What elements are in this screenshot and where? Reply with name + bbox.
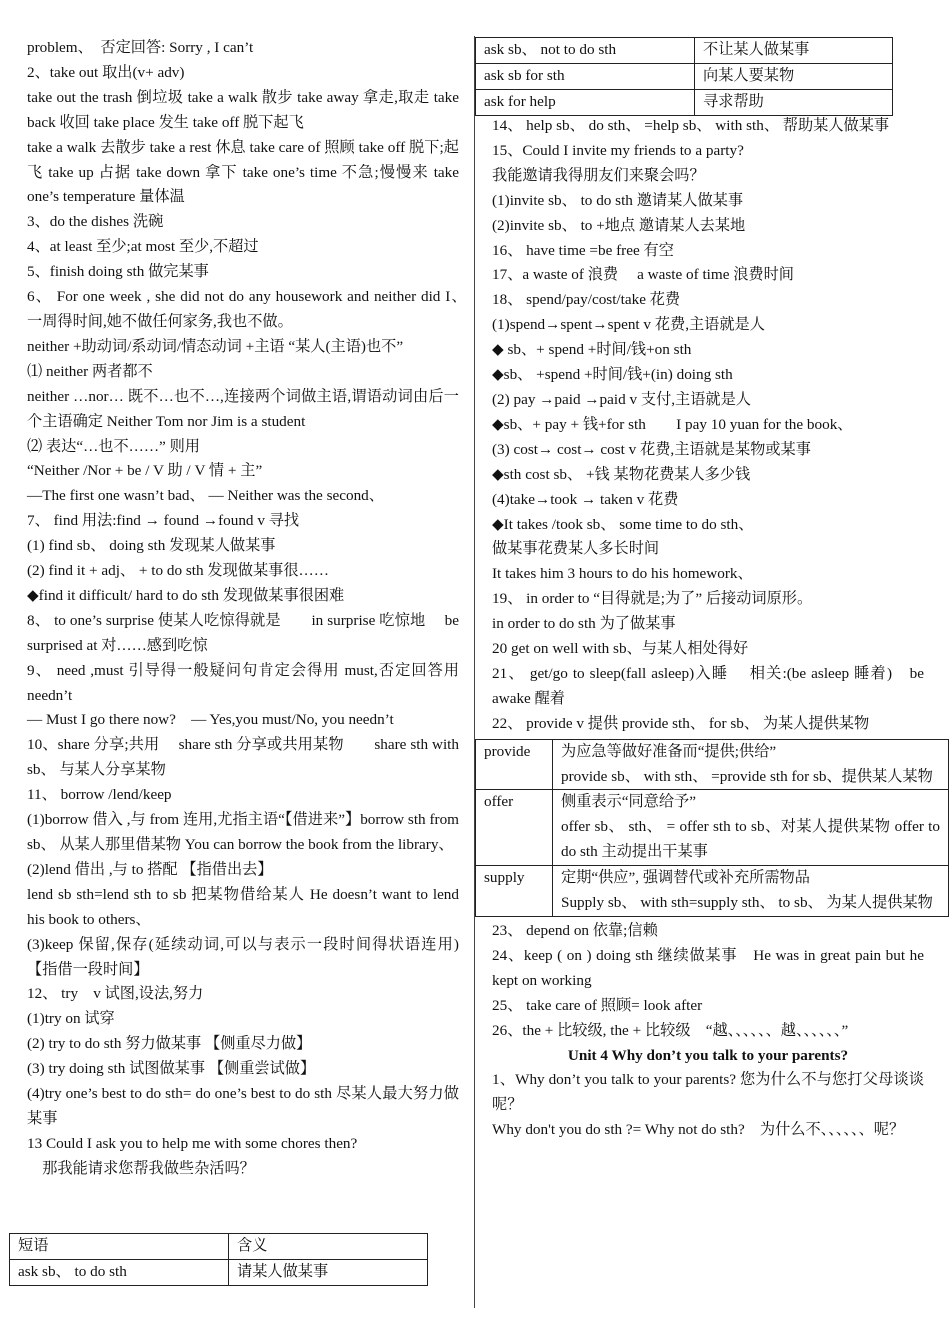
phrase-cell: 短语 [10, 1234, 229, 1260]
note-line: 23、 depend on 依靠;信赖 [492, 922, 658, 939]
synonym-description [553, 739, 949, 790]
phrase-cell: ask sb for sth [476, 63, 695, 89]
note-line: ⑵ 表达“…也不……” 则用 [27, 437, 200, 455]
note-line: 12、 try v 试图,设法,努力 [27, 985, 204, 1003]
note-line: Why don't you do sth ?= Why not do sth? 为什么不、、、、、、呢？ [492, 1121, 905, 1139]
note-line: problem、 否定回答: Sorry , I can’t [27, 39, 254, 56]
note-line: 3、do the dishes 洗碗 [27, 213, 164, 231]
description-line: offer sb、 sth、 = offer sth to sb、对某人提供某物 offer to do sth 主动提出干某事 [561, 818, 940, 861]
note-line: 2、take out 取出(v+ adv) [27, 63, 185, 81]
synonym-word: provide [476, 739, 553, 790]
note-line: 9、 need ,must 引导得一般疑问句肯定会得用 must,否定回答用 needn’t [27, 661, 459, 704]
note-line: 6、 For one week , she did not do any housework and neither did I、 一周得时间,她不做任何家务,我也不做。 [27, 288, 475, 330]
note-line: (4)try one’s best to do sth= do one’s best to do sth 尽某人最大努力做某事 [27, 1085, 459, 1127]
note-line: (1)spend→spent→spent v 花费,主语就是人 [492, 316, 765, 334]
note-line: 我能邀请我得朋友们来聚会吗？ [492, 166, 705, 184]
table-row [10, 1259, 428, 1285]
synonym-word: offer [476, 790, 553, 866]
note-line: 1、Why don’t you talk to your parents? 您为什么不与您打父母谈谈呢？ [492, 1071, 924, 1114]
note-line: ◆It takes /took sb、 some time to do sth、 [492, 515, 754, 533]
note-line: 8、 to one’s surprise 使某人吃惊得就是 in surprise 吃惊地 be surprised at 对……感到吃惊 [27, 611, 459, 654]
note-line: 14、 help sb、 do sth、 =help sb、 with sth、 帮助某人做某事 [492, 117, 890, 134]
note-line: 20 get on well with sb、与某人相处得好 [492, 640, 749, 658]
left-column [27, 36, 475, 1182]
description-line: 侧重表示“同意给予” [561, 793, 696, 811]
note-line: 26、the + 比较级, the + 比较级 “越、、、、、、越、、、、、、” [492, 1021, 849, 1039]
note-line: 4、at least 至少;at most 至少,不超过 [27, 238, 259, 256]
ask-phrase-table-header [9, 1233, 428, 1286]
right-column [484, 114, 940, 1143]
note-line: 7、 find 用法:find → found →found v 寻找 [27, 512, 300, 530]
note-line: (1)invite sb、 to do sth 邀请某人做某事 [492, 191, 744, 209]
note-line: —The first one wasn’t bad、 — Neither was the second、 [27, 487, 384, 505]
column-divider [474, 36, 475, 1308]
note-line: 17、a waste of 浪费 a waste of time 浪费时间 [492, 266, 794, 284]
synonym-description [553, 866, 949, 917]
synonym-row [476, 739, 949, 790]
note-line: 那我能请求您帮我做些杂活吗？ [27, 1159, 255, 1177]
description-line: Supply sb、 with sth=supply sth、 to sb、 为某人提供某物 [561, 894, 933, 912]
meaning-cell: 请某人做某事 [229, 1259, 428, 1285]
description-line: 定期“供应”, 强调替代或补充所需物品 [561, 869, 810, 887]
meaning-cell: 寻求帮助 [695, 89, 893, 115]
right-notes-b [492, 919, 924, 1044]
meaning-cell: 向某人要某物 [695, 63, 893, 89]
note-line: 24、keep ( on ) doing sth 继续做某事 He was in great pain but he kept on working [492, 946, 924, 989]
note-line: It takes him 3 hours to do his homework、 [492, 565, 753, 583]
note-line: — Must I go there now? — Yes,you must/No, you needn’t [27, 711, 394, 729]
ask-phrase-table-continued [475, 37, 893, 116]
note-line: 25、 take care of 照顾= look after [492, 996, 703, 1014]
synonym-row [476, 866, 949, 917]
note-line: ◆sb、+ pay + 钱+for sth I pay 10 yuan for the book、 [492, 415, 853, 433]
note-line: 5、finish doing sth 做完某事 [27, 263, 209, 281]
note-line: lend sb sth=lend sth to sb 把某物借给某人 He doesn’t want to lend his book to others、 [27, 885, 459, 928]
note-line: ◆find it difficult/ hard to do sth 发现做某事很困难 [27, 586, 345, 604]
note-line: 10、share 分享;共用 share sth 分享或共用某物 share sth with sb、 与某人分享某物 [27, 736, 459, 779]
note-line: (1) find sb、 doing sth 发现某人做某事 [27, 537, 276, 555]
note-line: 16、 have time =be free 有空 [492, 241, 674, 259]
table-row [10, 1234, 428, 1260]
note-line: (2)invite sb、 to +地点 邀请某人去某地 [492, 216, 746, 234]
table-row [476, 89, 893, 115]
note-line: “Neither /Nor + be / V 助 / V 情 + 主” [27, 462, 263, 480]
description-line: 为应急等做好准备而“提供;供给” [561, 742, 777, 760]
right-notes-c [492, 1068, 924, 1143]
synonym-row [476, 790, 949, 866]
provide-offer-supply-table [475, 739, 949, 917]
meaning-cell: 不让某人做某事 [695, 38, 893, 64]
note-line: (2)lend 借出 ,与 to 搭配 【指借出去】 [27, 860, 273, 878]
note-line: 15、Could I invite my friends to a party? [492, 141, 744, 159]
note-line: take out the trash 倒垃圾 take a walk 散步 take away 拿走,取走 take back 收回 take place 发生 take off 脱下起飞 [27, 88, 459, 131]
note-line: (3) try doing sth 试图做某事 【侧重尝试做】 [27, 1060, 316, 1078]
note-line: (2) pay →paid →paid v 支付,主语就是人 [492, 390, 751, 408]
note-line: (4)take→took → taken v 花费 [492, 490, 679, 508]
note-line: take a walk 去散步 take a rest 休息 take care of 照顾 take off 脱下;起飞 take up 占据 take down 拿下 take one’s time 不急;慢慢来 take one’s temperature 量体温 [27, 138, 459, 206]
note-line: 做某事花费某人多长时间 [492, 540, 660, 558]
phrase-cell: ask sb、 to do sth [10, 1259, 229, 1285]
note-line: 22、 provide v 提供 provide sth、 for sb、 为某人提供某物 [492, 714, 870, 732]
table-row [476, 63, 893, 89]
phrase-cell: ask for help [476, 89, 695, 115]
note-line: neither +助动词/系动词/情态动词 +主语 “某人(主语)也不” [27, 337, 404, 355]
note-line: neither …nor… 既不…也不…,连接两个词做主语,谓语动词由后一个主语确定 Neither Tom nor Jim is a student [27, 387, 459, 430]
note-line: (3)keep 保留,保存(延续动词,可以与表示一段时间得状语连用)【指借一段时间】 [27, 935, 459, 978]
note-line: ⑴ neither 两者都不 [27, 362, 153, 380]
note-line: (2) try to do sth 努力做某事 【侧重尽力做】 [27, 1035, 312, 1053]
note-line: ◆ sb、+ spend +时间/钱+on sth [492, 341, 692, 359]
note-line: ◆sb、 +spend +时间/钱+(in) doing sth [492, 366, 733, 384]
note-line: (2) find it + adj、 + to do sth 发现做某事很…… [27, 562, 329, 580]
unit-title: Unit 4 Why don’t you talk to your parents? [567, 1046, 849, 1064]
synonym-word: supply [476, 866, 553, 917]
note-line: (3) cost→ cost→ cost v 花费,主语就是某物或某事 [492, 440, 811, 458]
note-line: (1)try on 试穿 [27, 1010, 115, 1028]
note-line: 19、 in order to “目得就是;为了” 后接动词原形。 [492, 590, 813, 608]
note-line: (1)borrow 借入 ,与 from 连用,尤指主语“【借进来”】borrow sth from sb、 从某人那里借某物 You can borrow the book from the library、 [27, 811, 459, 853]
note-line: 21、 get/go to sleep(fall asleep)入睡 相关:(be asleep 睡着) be awake 醒着 [492, 664, 924, 707]
note-line: 13 Could I ask you to help me with some chores then? [27, 1134, 358, 1152]
note-line: ◆sth cost sb、 +钱 某物花费某人多少钱 [492, 465, 751, 483]
note-line: in order to do sth 为了做某事 [492, 615, 676, 633]
meaning-cell: 含义 [229, 1234, 428, 1260]
synonym-description [553, 790, 949, 866]
description-line: provide sb、 with sth、 =provide sth for sb、提供某人某物 [561, 767, 933, 785]
note-line: 18、 spend/pay/cost/take 花费 [492, 291, 681, 309]
right-notes-a [492, 114, 924, 737]
table-row [476, 38, 893, 64]
note-line: 11、 borrow /lend/keep [27, 786, 172, 804]
phrase-cell: ask sb、 not to do sth [476, 38, 695, 64]
